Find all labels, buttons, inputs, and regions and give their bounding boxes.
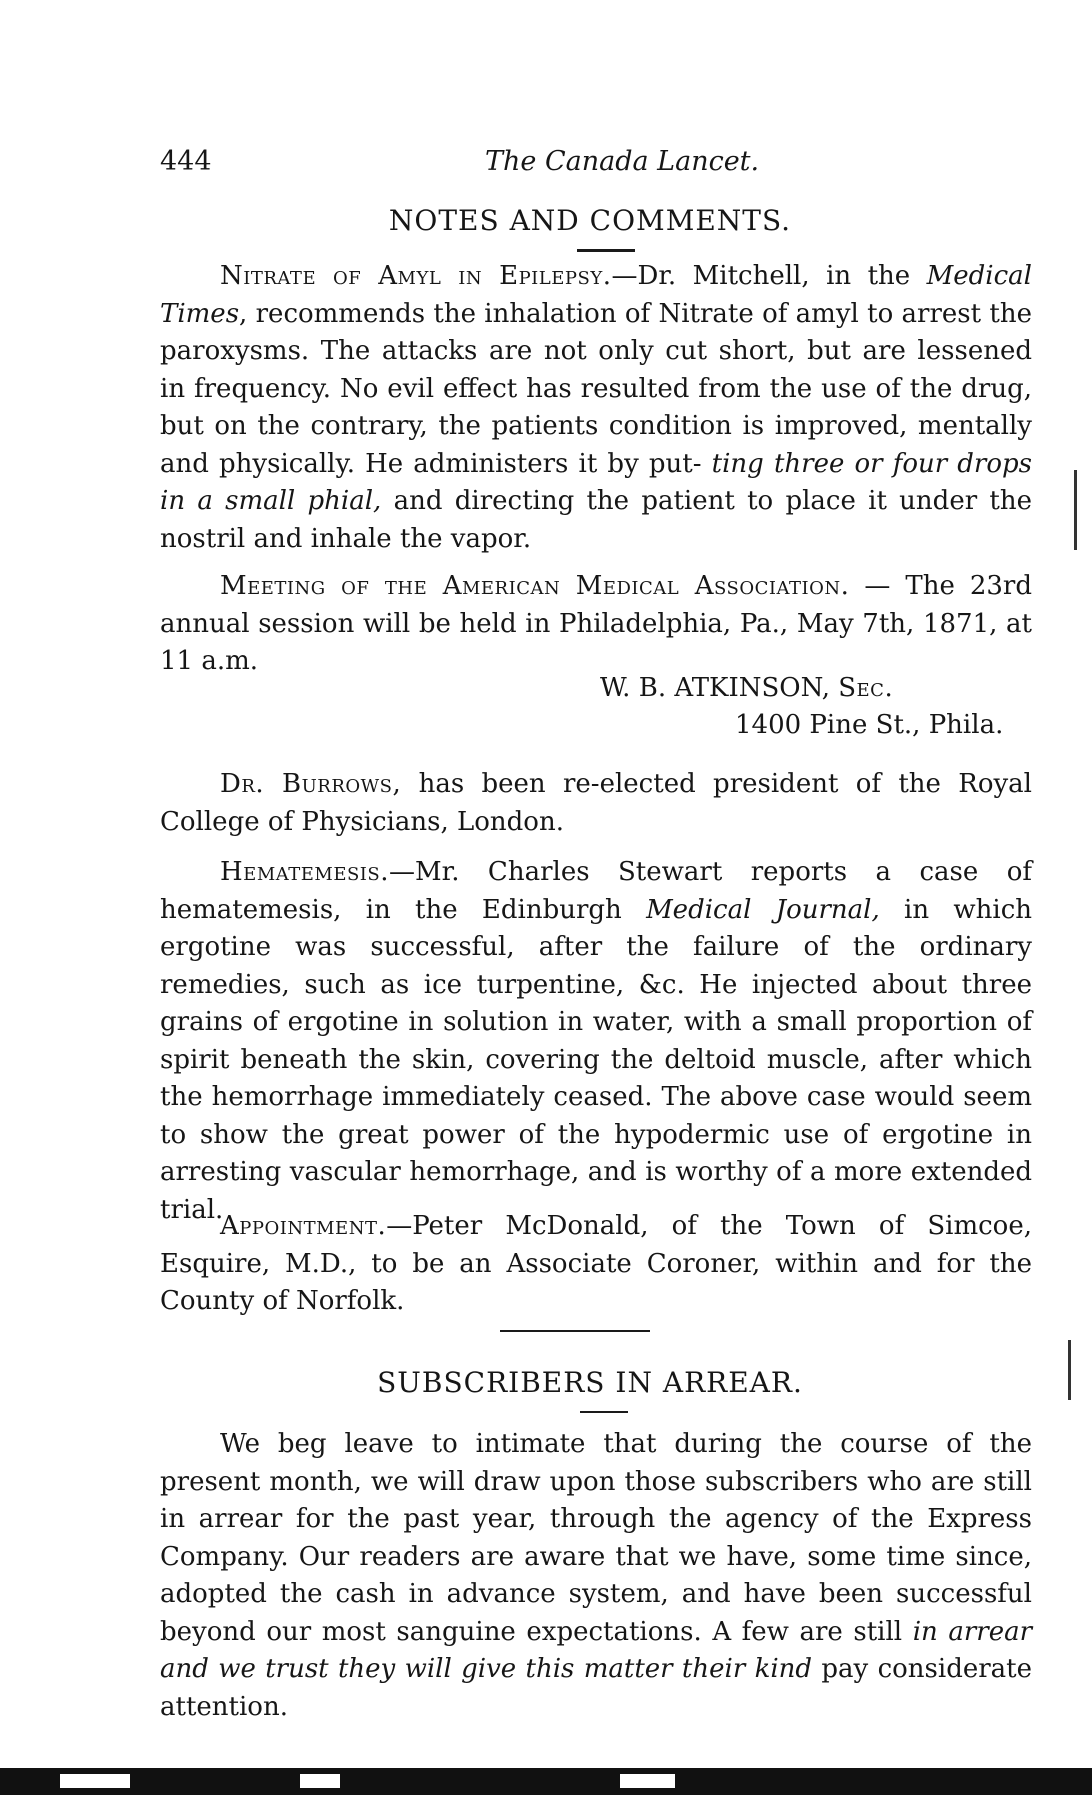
note-title: Meeting of the American Medical Association.	[220, 571, 850, 601]
note-title: Dr. Burrows,	[220, 769, 402, 799]
scan-bottom-border	[0, 1768, 1092, 1795]
running-head: The Canada Lancet.	[485, 146, 760, 177]
note-text: and directing the patient to place it under the nostril and inhale the vapor.	[160, 486, 1032, 554]
section-heading-notes: NOTES AND COMMENTS.	[388, 204, 792, 237]
signature-name: W. B. ATKINSON,	[600, 673, 839, 703]
note-text: , recommends the inhalation of Nitrate of amyl to arrest the paroxysms. The attacks are not only cut short, but are lessened in frequency. No evil effect has resulted from the use of the drug, but on the contrary, the patients condition is improved, mentally and physically. He administers it by put-	[160, 298, 1032, 479]
note-text: in which ergotine was successful, after the failure of the ordinary remedies, such as ice turpentine, &c. He injected about three grains of ergotine in solution in water, with a small proportion of spirit beneath the skin, covering the deltoid muscle, after which the hemorrhage immediately ceased. The above case would seem to show the great power of the hypodermic use of ergotine in arresting vascular hemorrhage, and is worthy of a more extended trial.	[160, 894, 1032, 1225]
scan-artifact	[60, 1774, 130, 1788]
note-italic-text: in arrear and we trust they will give this matter their kind	[160, 1616, 1033, 1684]
page-header	[160, 146, 960, 186]
scan-edge-mark	[1074, 470, 1077, 550]
heading-rule	[580, 1411, 628, 1413]
note-text: We beg leave to intimate that during the course of the present month, we will draw upon those subscribers who are still in arrear for the past year, through the agency of the Express Company. Our readers are aware that we have, some time since, adopted the cash in advance system, and have been successful beyond our most sanguine expectations. A few are still	[160, 1429, 1032, 1647]
note-hematemesis	[160, 854, 1032, 1229]
note-text: pay considerate attention.	[160, 1654, 1032, 1722]
note-appointment	[160, 1208, 1032, 1321]
note-burrows	[160, 766, 1032, 841]
note-title: Hematemesis.	[220, 857, 390, 887]
heading-rule	[577, 249, 635, 252]
note-text: has been re-elected president of the Royal College of Physicians, London.	[160, 769, 1032, 837]
journal-title: Medical Journal,	[646, 894, 880, 925]
note-text: —Mr. Charles Stewart reports a case of hematemesis, in the Edinburgh	[160, 857, 1032, 925]
note-ama-meeting	[160, 568, 1032, 681]
signature-address: 1400 Pine St., Phila.	[735, 710, 1004, 740]
page-number: 444	[160, 146, 212, 177]
section-heading-subscribers: SUBSCRIBERS IN ARREAR.	[377, 1366, 803, 1399]
note-title: Nitrate of Amyl in Epilepsy.	[220, 261, 612, 291]
note-text: — The 23rd annual session will be held in Philadelphia, Pa., May 7th, 1871, at 11 a.m.	[160, 571, 1032, 676]
signature	[600, 673, 893, 703]
subscribers-paragraph	[160, 1426, 1032, 1726]
scan-edge-mark	[1068, 1340, 1071, 1400]
scan-artifact	[300, 1774, 340, 1788]
note-paragraph	[160, 258, 1032, 558]
note-paragraph	[160, 766, 1032, 841]
note-italic-text: ting three or four drops in a small phial,	[160, 448, 1032, 516]
journal-title: Medical Times	[160, 261, 1033, 329]
note-nitrate-of-amyl	[160, 258, 1032, 558]
note-paragraph	[160, 1208, 1032, 1321]
note-paragraph	[160, 568, 1032, 681]
note-paragraph	[160, 1426, 1032, 1726]
note-title: Appointment.	[220, 1211, 387, 1241]
section-divider	[500, 1330, 650, 1332]
note-text: —Dr. Mitchell, in the	[611, 261, 927, 291]
scan-artifact	[620, 1774, 675, 1788]
note-text: —Peter McDonald, of the Town of Simcoe, Esquire, M.D., to be an Associate Coroner, within and for the County of Norfolk.	[160, 1211, 1032, 1316]
note-paragraph	[160, 854, 1032, 1229]
signature-title: Sec.	[838, 673, 894, 703]
